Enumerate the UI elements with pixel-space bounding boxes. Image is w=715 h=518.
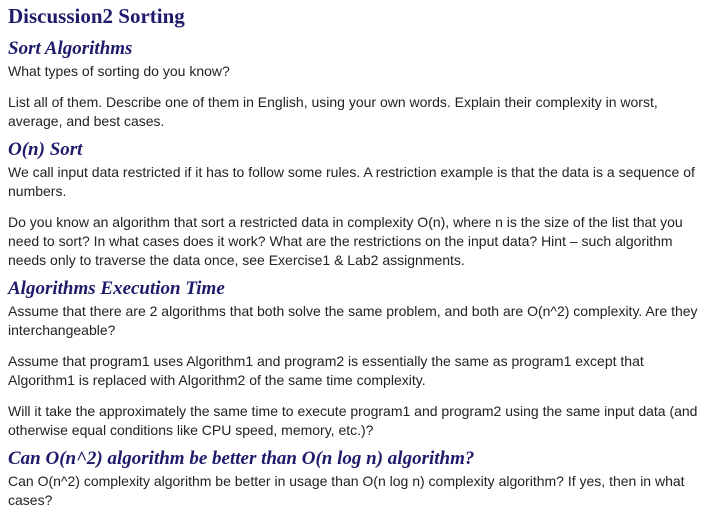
section-heading: O(n) Sort [8,139,83,160]
paragraph: List all of them. Describe one of them in English, using your own words. Explain their complexity in worst, average, and best cases. [8,94,658,129]
paragraph: Do you know an algorithm that sort a restricted data in complexity O(n), where n is the size of the list that you need to sort? In what cases does it work? What are the restrictions on the input data? Hint – such algorithm needs only to traverse the data once, see Exercise1 & Lab2 assignments. [8,214,683,268]
section-heading: Sort Algorithms [8,38,133,59]
paragraph: Assume that there are 2 algorithms that both solve the same problem, and both are O(n^2) complexity. Are they interchangeable? [8,303,698,338]
page-title: Discussion2 Sorting [8,4,185,28]
paragraph: Assume that program1 uses Algorithm1 and program2 is essentially the same as program1 except that Algorithm1 is replaced with Algorithm2 of the same time complexity. [8,353,644,388]
section-heading: Algorithms Execution Time [8,278,225,299]
paragraph: Will it take the approximately the same time to execute program1 and program2 using the same input data (and otherwise equal conditions like CPU speed, memory, etc.)? [8,403,698,438]
section-heading: Can O(n^2) algorithm be better than O(n log n) algorithm? [8,448,475,469]
paragraph: We call input data restricted if it has to follow some rules. A restriction example is that the data is a sequence of numbers. [8,164,695,199]
section-sort-algorithms [8,38,707,131]
paragraph: Can O(n^2) complexity algorithm be better in usage than O(n log n) complexity algorithm? If yes, then in what cases? [8,473,685,508]
section-on2-vs-onlogn [8,448,707,510]
section-on-sort [8,139,707,270]
section-algorithms-execution-time [8,278,707,440]
paragraph: What types of sorting do you know? [8,63,230,79]
